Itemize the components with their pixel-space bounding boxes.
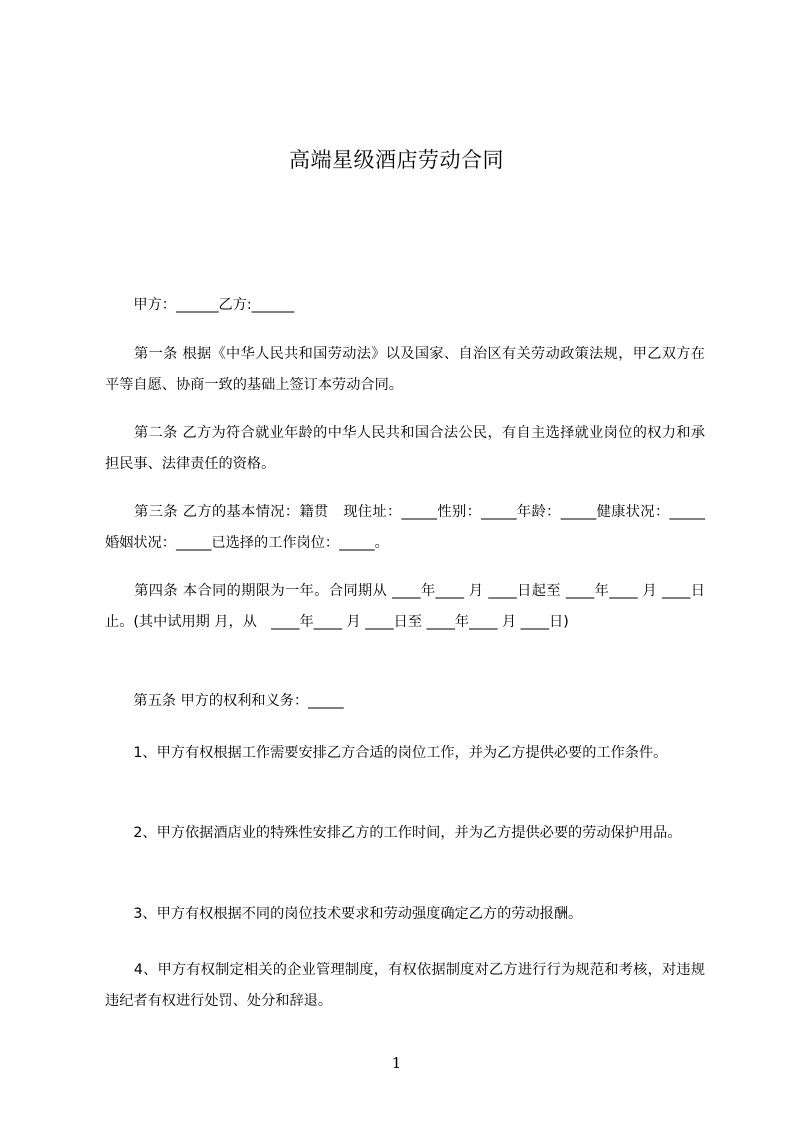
article-5-item-2: 2、甲方依据酒店业的特殊性安排乙方的工作时间，并为乙方提供必要的劳动保护用品。 [105, 825, 682, 841]
article-5-item-4: 4、甲方有权制定相关的企业管理制度，有权依据制度对乙方进行行为规范和考核，对违规违纪者有权进行处罚、处分和辞退。 [105, 962, 705, 1009]
article-1: 第一条 根据《中华人民共和国劳动法》以及国家、自治区有关劳动政策法规，甲乙双方在平等自愿、协商一致的基础上签订本劳动合同。 [105, 346, 705, 393]
article-5-item-1: 1、甲方有权根据工作需要安排乙方合适的岗位工作，并为乙方提供必要的工作条件。 [105, 745, 668, 761]
article-5-item-3: 3、甲方有权根据不同的岗位技术要求和劳动强度确定乙方的劳动报酬。 [105, 906, 583, 922]
document-title: 高端星级酒店劳动合同 [289, 148, 504, 172]
parties-line: 甲方：______乙方:______ [105, 297, 295, 313]
article-3: 第三条 乙方的基本情况：籍贯 现住址：_____性别：_____年龄：_____健康状况：_____婚姻状况：_____已选择的工作岗位：_____。 [105, 504, 705, 551]
article-2: 第二条 乙方为符合就业年龄的中华人民共和国合法公民，有自主选择就业岗位的权力和承担民事、法律责任的资格。 [105, 425, 705, 472]
article-5: 第五条 甲方的权利和义务：_____ [105, 693, 344, 709]
page-number: 1 [391, 1054, 402, 1072]
article-4: 第四条 本合同的期限为一年。合同期从 ____年____ 月 ____日起至 ____年____ 月 ____日止。(其中试用期 月，从 ____年____ 月 ____日至 ____年____ 月 ____日) [105, 583, 705, 630]
